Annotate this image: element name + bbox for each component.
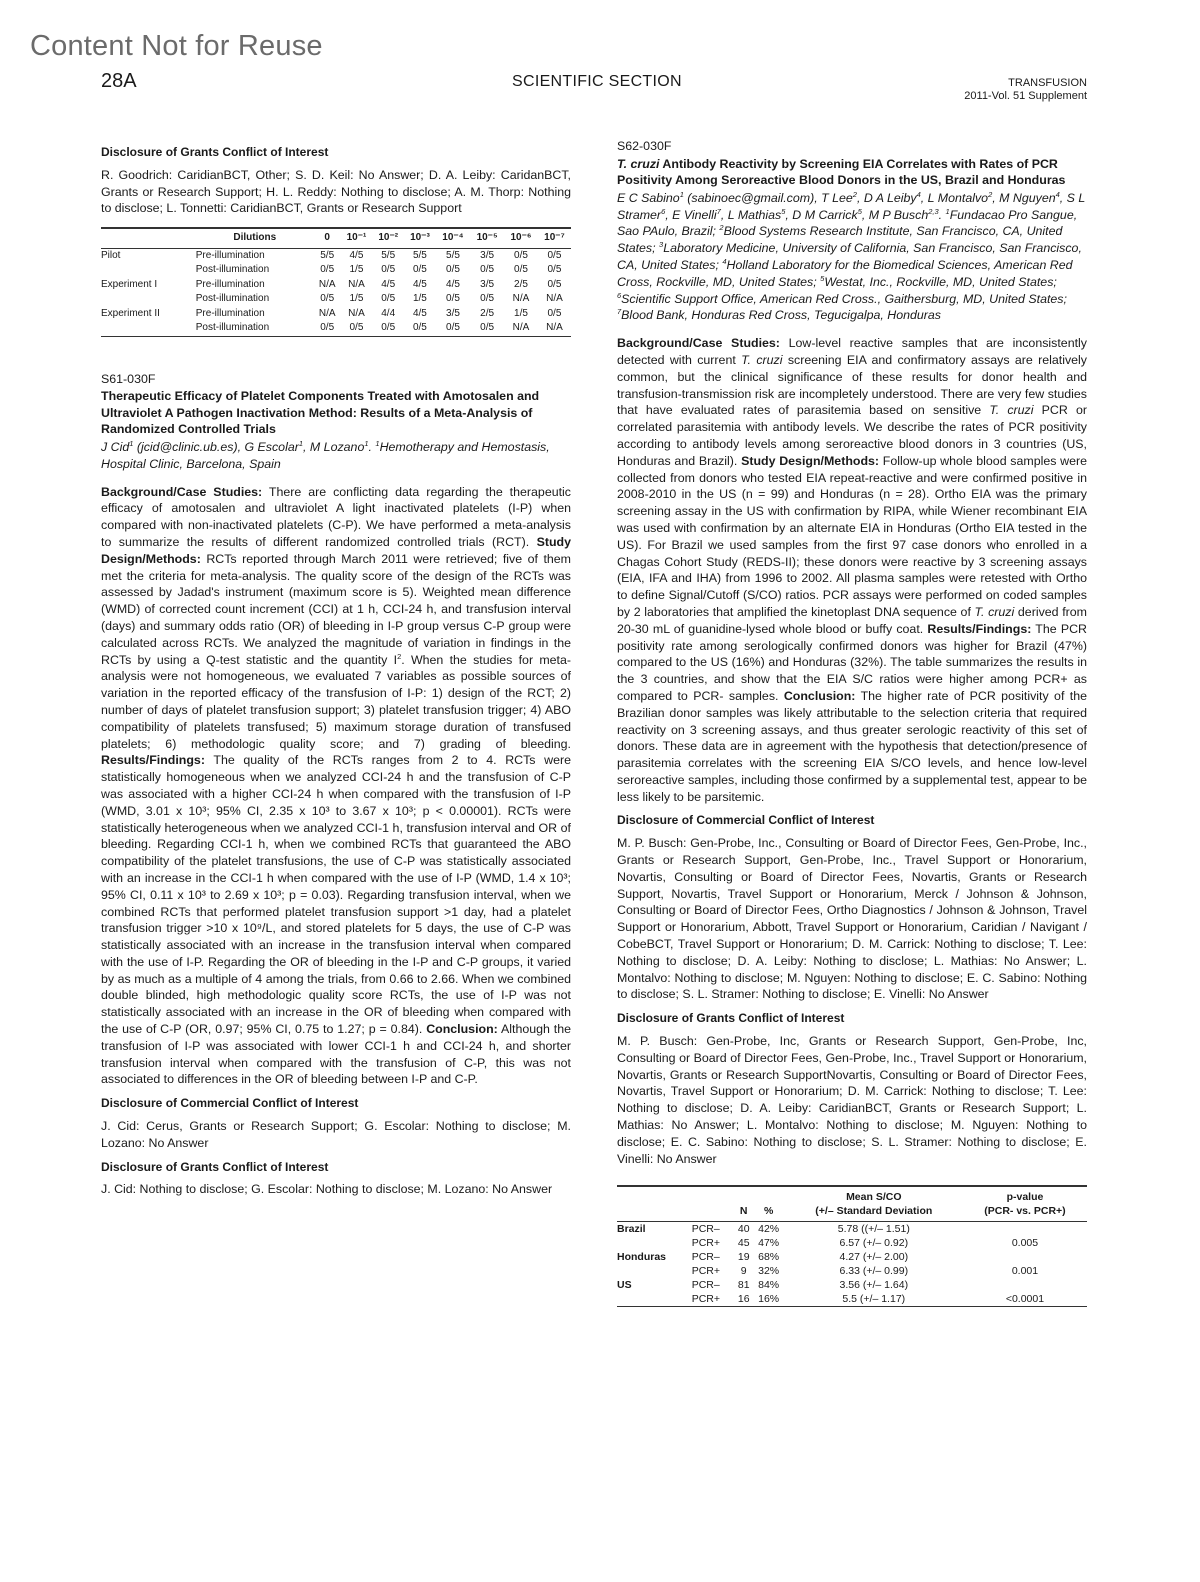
label-study-design: Study Design/Methods: (741, 453, 880, 468)
author-text: , S L Stramer (617, 190, 1086, 222)
table-cell: Experiment II (101, 307, 160, 319)
n-cell: 9 (740, 1265, 747, 1278)
table-row (617, 1236, 1087, 1250)
grants-heading: Disclosure of Grants Conflict of Interest (617, 1011, 845, 1026)
label-background: Background/Case Studies: (617, 336, 780, 351)
author-sup: 1 (945, 206, 950, 216)
pvalue-cell: 0.005 (1011, 1237, 1039, 1250)
commercial-heading: Disclosure of Commercial Conflict of Interest (617, 813, 875, 828)
table-cell: 2/5 (480, 307, 495, 319)
pcr-cell: PCR– (691, 1279, 720, 1292)
text-conclusion: Although the transfusion of I-P was associated with lower CCI-1 h and CCI-24 h, and shorter transfusion interval when compared with the transfusion of C-P, this was not associated to differences in the OR of bleeding between I-P and C-P. (101, 1022, 572, 1087)
italic-organism: T. cruzi (989, 403, 1034, 418)
country-cell (617, 1264, 692, 1278)
affiliation-sup: 1 (375, 438, 380, 448)
title-italic: T. cruzi (617, 156, 660, 171)
table-row (617, 1292, 1087, 1307)
pcr-table (617, 1185, 1087, 1307)
pcr-cell: PCR– (691, 1251, 720, 1264)
table-row (101, 248, 571, 263)
header-cell (617, 1186, 692, 1222)
text-background: There are conflicting data regarding the therapeutic efficacy of amotosalen and ultraviolet A light inactivated platelets (I-P) when compared with non-inactivated platelets (C-P). We have performed a meta-analysis to summarize the results of different randomized controlled trials (RCT). (101, 484, 571, 549)
author-sup: 4 (1055, 189, 1060, 199)
superscript: 2 (397, 651, 402, 661)
table-row (617, 1222, 1087, 1237)
table-cell: 1/5 (514, 307, 528, 319)
section-title: SCIENTIFIC SECTION (512, 73, 682, 90)
text-background: PCR or correlated parasitemia with antibody levels. We describe the rates of PCR positivity according to antibody levels among seroreactive blood donors in 3 countries (US, Honduras and Brazil). (617, 403, 1087, 468)
author-text: , M P Busch (861, 207, 929, 222)
country-cell: US (617, 1279, 632, 1292)
author-sup: 1 (129, 438, 134, 448)
table-cell: Post-illumination (196, 321, 314, 336)
table-cell: Pre-illumination (195, 307, 265, 319)
left-column (101, 138, 571, 1205)
table-header-row (617, 1186, 1087, 1222)
table-cell: 1/5 (349, 293, 364, 305)
table-cell: 0/5 (320, 293, 335, 305)
table-cell: Post-illumination (195, 264, 270, 276)
header-cell (692, 1186, 735, 1222)
table-cell (101, 321, 196, 336)
abstract-title (617, 156, 1087, 189)
country-cell: Honduras (617, 1251, 667, 1264)
author-sup: 2 (852, 189, 857, 199)
header-percent: % (753, 1186, 785, 1222)
percent-cell: 84% (758, 1279, 780, 1292)
pcr-cell: PCR+ (692, 1292, 735, 1307)
author-text: , L Mathias (720, 207, 782, 222)
table-cell: 0/5 (547, 307, 562, 319)
author-sup: 6 (661, 206, 666, 216)
pvalue-cell: <0.0001 (963, 1292, 1087, 1307)
author-sup: 2 (988, 189, 993, 199)
table-cell: 0/5 (480, 264, 495, 276)
table-cell: 0/5 (381, 264, 396, 276)
table-cell: Pre-illumination (195, 249, 265, 261)
journal-volume: 2011-Vol. 51 Supplement (964, 90, 1087, 102)
table-cell: 0/5 (404, 321, 436, 336)
country-cell: Brazil (617, 1223, 646, 1236)
mean-cell: 5.5 (+/– 1.17) (785, 1292, 963, 1307)
table-cell: 5/5 (412, 249, 427, 261)
header-cell: 0 (314, 228, 341, 248)
author-text: , D A Leiby (856, 190, 917, 205)
author-sup: 1 (679, 189, 684, 199)
table-row (101, 321, 571, 336)
table-cell (101, 263, 196, 278)
label-background: Background/Case Studies: (101, 484, 263, 499)
table-cell: 4/5 (381, 278, 396, 290)
table-cell: N/A (318, 278, 336, 290)
table-cell: 0/5 (381, 293, 396, 305)
text-background: Low-level reactive samples that are inconsistently detected with current (617, 336, 1087, 367)
table-cell: 0/5 (446, 264, 460, 276)
table-cell: 3/5 (480, 278, 495, 290)
header-mean-line2: (+/– Standard Deviation (815, 1205, 933, 1218)
abstract-authors (617, 190, 1087, 324)
author-sup: 5 (781, 206, 786, 216)
table-cell: 4/5 (349, 249, 364, 261)
table-cell: 4/5 (412, 307, 427, 319)
header-n: N (735, 1186, 753, 1222)
n-cell: 81 (737, 1279, 750, 1292)
table-cell: 0/5 (547, 249, 562, 261)
pvalue-cell (963, 1250, 1087, 1264)
author-text: . (938, 207, 946, 222)
watermark: Content Not for Reuse (30, 30, 323, 62)
header-cell (101, 228, 196, 248)
table-cell: N/A (348, 307, 365, 319)
percent-cell: 16% (753, 1292, 785, 1307)
author-sup: 2,3 (928, 206, 939, 216)
table-cell: 0/5 (412, 264, 427, 276)
abstract-title: Therapeutic Efficacy of Platelet Components Treated with Amotosalen and Ultraviolet A Pathogen Inactivation Method: Results of a Meta-Analysis of Randomized Controlled Trials (101, 389, 540, 437)
author-text: J Cid (101, 439, 130, 454)
table-row (617, 1264, 1087, 1278)
header-pvalue-line2: (PCR- vs. PCR+) (984, 1205, 1066, 1218)
table-cell: 0/5 (470, 321, 504, 336)
table-cell: 0/5 (514, 264, 528, 276)
author-text: E C Sabino (617, 190, 680, 205)
header-mean-line1: Mean S/CO (846, 1191, 902, 1204)
header-mean (785, 1186, 963, 1222)
table-cell: 3/5 (446, 307, 460, 319)
commercial-heading: Disclosure of Commercial Conflict of Interest (101, 1096, 359, 1111)
table-row (101, 307, 571, 322)
table-cell: Post-illumination (195, 293, 270, 305)
text-background: screening EIA and confirmatory assays are relatively common, but the clinical significance of these results for donor health and transfusion-transmission risk are incompletely understood. There are very few studies that have evaluated rates of parasitemia based on sensitive (617, 352, 1087, 418)
pcr-cell: PCR– (691, 1223, 720, 1236)
author-sup: 5 (820, 273, 825, 283)
author-sup: 2 (719, 223, 724, 233)
table-cell: 4/4 (381, 307, 396, 319)
table-cell: N/A (318, 307, 336, 319)
author-sup: 5 (857, 206, 862, 216)
header-cell: 10⁻⁴ (436, 228, 470, 248)
abstract-body (617, 335, 1087, 805)
label-results: Results/Findings: (927, 621, 1032, 636)
text-study-design: Follow-up whole blood samples were collected from donors who tested EIA repeat-reactive and were confirmed positive in 2008-2010 in the US (n = 99) and Honduras (n = 28). Ortho EIA was the primary screening assay in the US with confirmation by RIPA, while Wiener recombinant EIA was used with confirmation by an alternate EIA in Honduras (Ortho EIA tested in the US). For Brazil we used samples from the first 97 case donors who enrolled in a Chagas Cohort Study (REDS-II); these donors were reactive by 3 screening assays (EIA, IFA and IHA) from 1996 to 2002. All plasma samples were retested with Ortho to define Signal/Cutoff (S/CO) ratios. PCR assays were performed on coded samples by 2 laboratories that amplified the kinetoplast DNA sequence of (617, 453, 1087, 619)
label-conclusion: Conclusion: (426, 1022, 498, 1037)
author-text: , D M Carrick (785, 207, 858, 222)
abstract-code: S62-030F (617, 139, 672, 153)
table-cell: Experiment I (101, 278, 158, 290)
table-cell: 3/5 (480, 249, 495, 261)
table-cell: 5/5 (320, 249, 335, 261)
table-cell: 4/5 (446, 278, 460, 290)
table-cell: 5/5 (381, 249, 396, 261)
percent-cell: 32% (758, 1265, 780, 1278)
dilution-table (101, 227, 571, 337)
table-cell: 0/5 (446, 293, 460, 305)
abstract-authors (101, 439, 571, 473)
journal-info (964, 77, 1087, 103)
italic-organism: T. cruzi (974, 604, 1015, 619)
author-sup: 4 (916, 189, 921, 199)
label-study-design: Study Design/Methods: (101, 534, 571, 566)
table-cell: 0/5 (514, 249, 528, 261)
table-header-row (101, 228, 571, 248)
mean-cell: 5.78 ((+/– 1.51) (837, 1223, 910, 1236)
table-cell: Pilot (101, 249, 121, 261)
table-cell: N/A (348, 278, 365, 290)
grants-text: J. Cid: Nothing to disclose; G. Escolar: Nothing to disclose; M. Lozano: No Answer (101, 1182, 553, 1197)
header-cell: 10⁻⁶ (504, 228, 538, 248)
text-study-design: derived from 20-30 mL of guanidine-lysed whole blood or buffy coat. (617, 604, 1087, 636)
abstract-code: S61-030F (101, 371, 156, 386)
table-row (617, 1250, 1087, 1264)
pvalue-cell: 0.001 (1011, 1265, 1039, 1278)
table-row (101, 263, 571, 278)
header-cell: 10⁻⁵ (470, 228, 504, 248)
country-cell (617, 1236, 692, 1250)
text-study-design-cont: . When the studies for meta-analysis were not homogeneous, we evaluated 7 variables as possible sources of variation in the reported efficacy of the transfusion of I-P: 1) design of the RCT; 2) number of days of platelet transfusion support; 3) platelet transfusion trigger; 4) ABO compatibility of platelets transfused; 5) maximum storage duration of transfused platelets; 6) methodologic quality score; and 7) grading of bleeding. (101, 652, 572, 751)
grants-heading: Disclosure of Grants Conflict of Interest (101, 1159, 329, 1174)
author-text: , M Lozano (303, 439, 365, 454)
pvalue-cell (963, 1222, 1087, 1237)
table-cell: Pre-illumination (195, 278, 265, 290)
table-row (101, 292, 571, 307)
author-sup: 7 (716, 206, 721, 216)
author-text: Blood Systems Research Institute, San Francisco, CA, United States; (617, 224, 1063, 256)
n-cell: 19 (737, 1251, 750, 1264)
author-text: (sabinoec@gmail.com), T Lee (683, 190, 853, 205)
table-cell: 0/5 (314, 321, 341, 336)
table-cell: 0/5 (372, 321, 404, 336)
table-cell: 4/5 (412, 278, 427, 290)
percent-cell: 42% (758, 1223, 780, 1236)
country-cell (617, 1292, 692, 1307)
n-cell: 45 (737, 1237, 750, 1250)
author-text: Westat, Inc., Rockville, MD, United States; (824, 274, 1057, 289)
table-cell: 1/5 (412, 293, 427, 305)
author-sup: 3 (659, 240, 664, 250)
pcr-cell: PCR+ (691, 1237, 720, 1250)
text-results: The quality of the RCTs ranges from 2 to 4. RCTs were statistically homogeneous when we analyzed CCI-24 h and the transfusion of C-P was associated with a higher CCI-24 h when compared with the transfusion of I-P (WMD, 3.01 x 10³; 95% CI, 2.35 x 10³ to 3.67 x 10³; p < 0.00001). RCTs were statistically heterogeneous when we analyzed CCI-1 h, transfusion interval and OR of bleeding. Regarding CCI-1 h, when we combined RCTs that guaranteed the ABO compatibility of the platelet transfusions, the use of C-P was statistically associated with an increase in the CCI-1 h when compared with the use of I-P (WMD, 1.4 x 10³; 95% CI, 0.11 x 10³ to 2.69 x 10³; p = 0.03). Regarding transfusion interval, when we combined RCTs that performed platelet transfusion support >1 day, had a platelet transfusion trigger >10 x 10⁹/L, and stored platelets for 5 days, the use of C-P was statistically associated with an increase in the transfusion interval when compared with the use of I-P. Regarding the OR of bleeding in the I-P and C-P groups, it varied by as much as a multiple of 4 among the trials, from 0.66 to 2.66. When we combined double blinded, high methodologic quality score RCTs, the use of I-P was not statistically associated with an increase in the OR of bleeding when compared with the use of C-P (OR, 0.97; 95% CI, 0.75 to 1.27; p = 0.84). (101, 753, 571, 1037)
author-sup: 6 (617, 290, 622, 300)
author-sup: 1 (298, 438, 304, 448)
percent-cell: 47% (758, 1237, 780, 1250)
header-cell: 10⁻² (372, 228, 404, 248)
abstract-body (101, 484, 571, 1089)
table-cell: 0/5 (480, 293, 495, 305)
pvalue-cell (963, 1278, 1087, 1292)
commercial-text: J. Cid: Cerus, Grants or Research Support; G. Escolar: Nothing to disclose; M. Lozano: No Answer (101, 1119, 571, 1150)
author-text: , M Nguyen (992, 190, 1056, 205)
text-results: The PCR positivity rate among serologically confirmed donors was higher for Brazil (47%) compared to the US (16%) and Honduras (32%). The table summarizes the results in the 3 countries, and show that the EIA S/C ratios were higher among PCR+ as compared to PCR- samples. (617, 621, 1087, 703)
label-conclusion: Conclusion: (783, 688, 856, 703)
table-cell (101, 292, 196, 307)
mean-cell: 4.27 (+/– 2.00) (839, 1251, 909, 1264)
author-text: Blood Bank, Honduras Red Cross, Tegucigalpa, Honduras (621, 308, 941, 323)
author-sup: 1 (364, 438, 369, 448)
mean-cell: 3.56 (+/– 1.64) (839, 1279, 909, 1292)
pcr-cell: PCR+ (691, 1265, 720, 1278)
table-row (617, 1278, 1087, 1292)
n-cell: 16 (735, 1292, 753, 1307)
author-text: . (368, 439, 376, 454)
label-results: Results/Findings: (101, 753, 205, 768)
header-pvalue (963, 1186, 1087, 1222)
title-text: Antibody Reactivity by Screening EIA Correlates with Rates of PCR Positivity Among Seroreactive Blood Donors in the US, Brazil and Honduras (617, 156, 1066, 188)
mean-cell: 6.33 (+/– 0.99) (839, 1265, 909, 1278)
table-cell: N/A (538, 321, 571, 336)
text-study-design: RCTs reported through March 2011 were retrieved; five of them met the criteria for meta-analysis. The quality score of the design of the RCTs was assessed by Jadad's instrument (maximum score is 5). Weighted mean difference (WMD) of corrected count increment (CCI) at 1 h, CCI-24 h, and transfusion interval (days) and summary odds ratio (OR) of bleeding in I-P group versus C-P group were calculated across RCTs. We analyzed the magnitude of variation in findings in the RCTs by using a Q-test statistic and the quantity I (101, 551, 571, 667)
author-text: Holland Laboratory for the Biomedical Sciences, American Red Cross, Rockville, MD, United States; (617, 257, 1073, 289)
n-cell: 40 (737, 1223, 750, 1236)
right-column (617, 138, 1087, 1307)
table-cell: 5/5 (446, 249, 460, 261)
page-number: 28A (101, 70, 137, 92)
header-cell: 10⁻¹ (341, 228, 373, 248)
grants-text: R. Goodrich: CaridianBCT, Other; S. D. Keil: No Answer; D. A. Leiby: CaridanBCT, Grants or Research Support; H. L. Reddy: Nothing to disclose; A. M. Thorp: Nothing to disclose; L. Tonnetti: CaridianBCT, Grants or Research Support (101, 167, 571, 216)
author-text: (jcid@clinic.ub.es), G Escolar (133, 439, 299, 454)
author-sup: 4 (722, 256, 727, 266)
table-cell: 0/5 (320, 264, 335, 276)
header-pvalue-line1: p-value (1006, 1191, 1044, 1204)
author-text: , L Montalvo (920, 190, 989, 205)
table-cell: 0/5 (436, 321, 470, 336)
table-cell: N/A (512, 293, 530, 305)
table-cell: 2/5 (514, 278, 528, 290)
author-sup: 7 (617, 307, 622, 317)
italic-organism: T. cruzi (741, 352, 783, 367)
affiliation-text: Hemotherapy and Hemostasis, Hospital Clinic, Barcelona, Spain (101, 439, 550, 471)
grants-text: M. P. Busch: Gen-Probe, Inc, Grants or Research Support, Gen-Probe, Inc, Consulting or Board of Director Fees, Gen-Probe, Inc., Travel Support or Honorarium, Novartis, Grants or Research SupportNovartis, Consulting or Board of Director Fees, Novartis, Travel Support or Honorarium; D. M. Carrick: Nothing to disclose; T. Lee: Nothing to disclose; D. A. Leiby: CaridianBCT, Grants or Research Support; L. Mathias: No Answer; L. Montalvo: Nothing to disclose; M. Nguyen: Nothing to disclose; E. C. Sabino: Nothing to disclose; S. L. Stramer: Nothing to disclose; E. Vinelli: No Answer (617, 1034, 1087, 1166)
author-text: Laboratory Medicine, University of California, San Francisco, San Francisco, CA, United States; (617, 241, 1082, 272)
table-cell: 1/5 (349, 264, 364, 276)
table-row (101, 278, 571, 293)
table-cell: 0/5 (547, 278, 562, 290)
table-cell: N/A (504, 321, 538, 336)
author-text: Fundacao Pro Sangue, Sao PAulo, Brazil; (617, 207, 1078, 239)
table-cell: 0/5 (547, 264, 562, 276)
commercial-text: M. P. Busch: Gen-Probe, Inc., Consulting or Board of Director Fees, Gen-Probe, Inc., Grants or Research Support, Gen-Probe, Inc., Travel Support or Honorarium, Novartis, Consulting or Board of Director Fees, Novartis, Grants or Research Support, Novartis, Travel Support or Honorarium, Merck / Johnson & Johnson, Consulting or Board of Director Fees, Ortho Diagnostics / Johnson & Johnson, Travel Support or Honorarium, Abbott, Travel Support or Honorarium, Caridian / Navigant / CobeBCT, Travel Support or Honorarium; D. M. Carrick: Nothing to disclose; T. Lee: Nothing to disclose; D. A. Leiby: Nothing to disclose; L. Mathias: No Answer; L. Montalvo: Nothing to disclose; M. Nguyen: Nothing to disclose; E. C. Sabino: Nothing to disclose; S. L. Stramer: Nothing to disclose; E. Vinelli: No Answer (617, 836, 1087, 1002)
header-cell: 10⁻³ (404, 228, 436, 248)
header-cell: Dilutions (196, 228, 314, 248)
text-conclusion: The higher rate of PCR positivity of the Brazilian donor samples was likely attributable to the selection criteria that required reactivity on 3 screening assays, and thus greater serologic reactivity of this set of donors. These data are in agreement with the hypothesis that detection/presence of parasitemia correlates with the screening EIA S/CO levels, and hence low-level seroreactive samples, including those confirmed by a supplemental test, appear to be less likely to be parsitemic. (617, 688, 1087, 804)
author-text: Scientific Support Office, American Red Cross., Gaithersburg, MD, United States; (621, 291, 1067, 306)
header-cell: 10⁻⁷ (538, 228, 571, 248)
grants-heading: Disclosure of Grants Conflict of Interest (101, 145, 329, 159)
mean-cell: 6.57 (+/– 0.92) (839, 1237, 909, 1250)
journal-name: TRANSFUSION (1008, 77, 1087, 89)
author-text: , E Vinelli (665, 207, 717, 222)
table-cell: N/A (546, 293, 563, 305)
table-cell: 0/5 (341, 321, 373, 336)
percent-cell: 68% (758, 1251, 780, 1264)
